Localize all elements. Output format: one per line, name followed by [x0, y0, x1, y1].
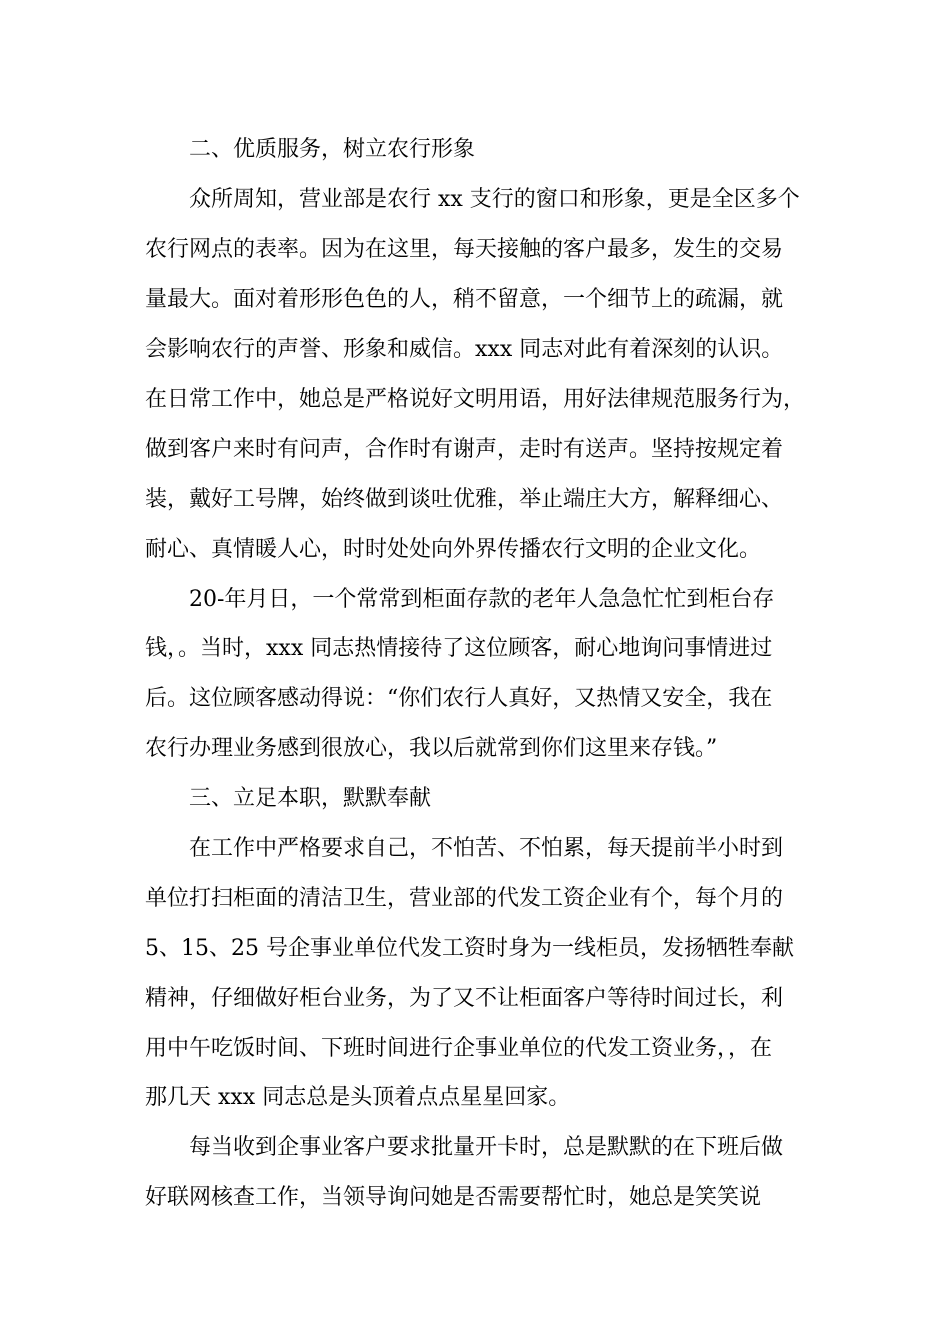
paragraph-line: 农行网点的表率。因为在这里，每天接触的客户最多，发生的交易: [145, 237, 784, 262]
paragraph-line: 在工作中严格要求自己，不怕苦、不怕累，每天提前半小时到: [189, 836, 784, 861]
paragraph-line: 后。这位顾客感动得说：“你们农行人真好，又热情又安全，我在: [145, 686, 773, 711]
paragraph-line: 量最大。面对着形形色色的人，稍不留意，一个细节上的疏漏，就: [145, 287, 784, 312]
paragraph-line: 5、15、25 号企事业单位代发工资时身为一线柜员，发扬牺牲奉献: [145, 936, 794, 961]
paragraph-line: 用中午吃饭时间、下班时间进行企事业单位的代发工资业务，，在: [145, 1036, 773, 1061]
paragraph-line: 每当收到企事业客户要求批量开卡时，总是默默的在下班后做: [189, 1135, 784, 1160]
paragraph-line: 众所周知，营业部是农行 xx 支行的窗口和形象，更是全区多个: [189, 187, 800, 212]
paragraph-line: 精神，仔细做好柜台业务，为了又不让柜面客户等待时间过长，利: [145, 986, 784, 1011]
section-heading-2: 二、优质服务，树立农行形象: [189, 137, 476, 162]
paragraph-line: 20-年月日，一个常常到柜面存款的老年人急急忙忙到柜台存: [189, 587, 775, 612]
paragraph-line: 做到客户来时有问声，合作时有谢声，走时有送声。坚持按规定着: [145, 437, 784, 462]
paragraph-line: 好联网核查工作，当领导询问她是否需要帮忙时，她总是笑笑说: [145, 1185, 762, 1210]
paragraph-line: 农行办理业务感到很放心，我以后就常到你们这里来存钱。”: [145, 736, 718, 761]
paragraph-line: 耐心、真情暖人心，时时处处向外界传播农行文明的企业文化。: [145, 537, 762, 562]
paragraph-line: 会影响农行的声誉、形象和威信。xxx 同志对此有着深刻的认识。: [145, 337, 784, 362]
paragraph-line: 在日常工作中，她总是严格说好文明用语，用好法律规范服务行为，: [145, 387, 806, 412]
paragraph-line: 单位打扫柜面的清洁卫生，营业部的代发工资企业有个，每个月的: [145, 886, 784, 911]
paragraph-line: 钱，。当时，xxx 同志热情接待了这位顾客，耐心地询问事情进过: [145, 636, 773, 661]
paragraph-line: 那几天 xxx 同志总是头顶着点点星星回家。: [145, 1085, 571, 1110]
paragraph-line: 装，戴好工号牌，始终做到谈吐优雅，举止端庄大方，解释细心、: [145, 487, 784, 512]
section-heading-3: 三、立足本职，默默奉献: [189, 786, 432, 811]
